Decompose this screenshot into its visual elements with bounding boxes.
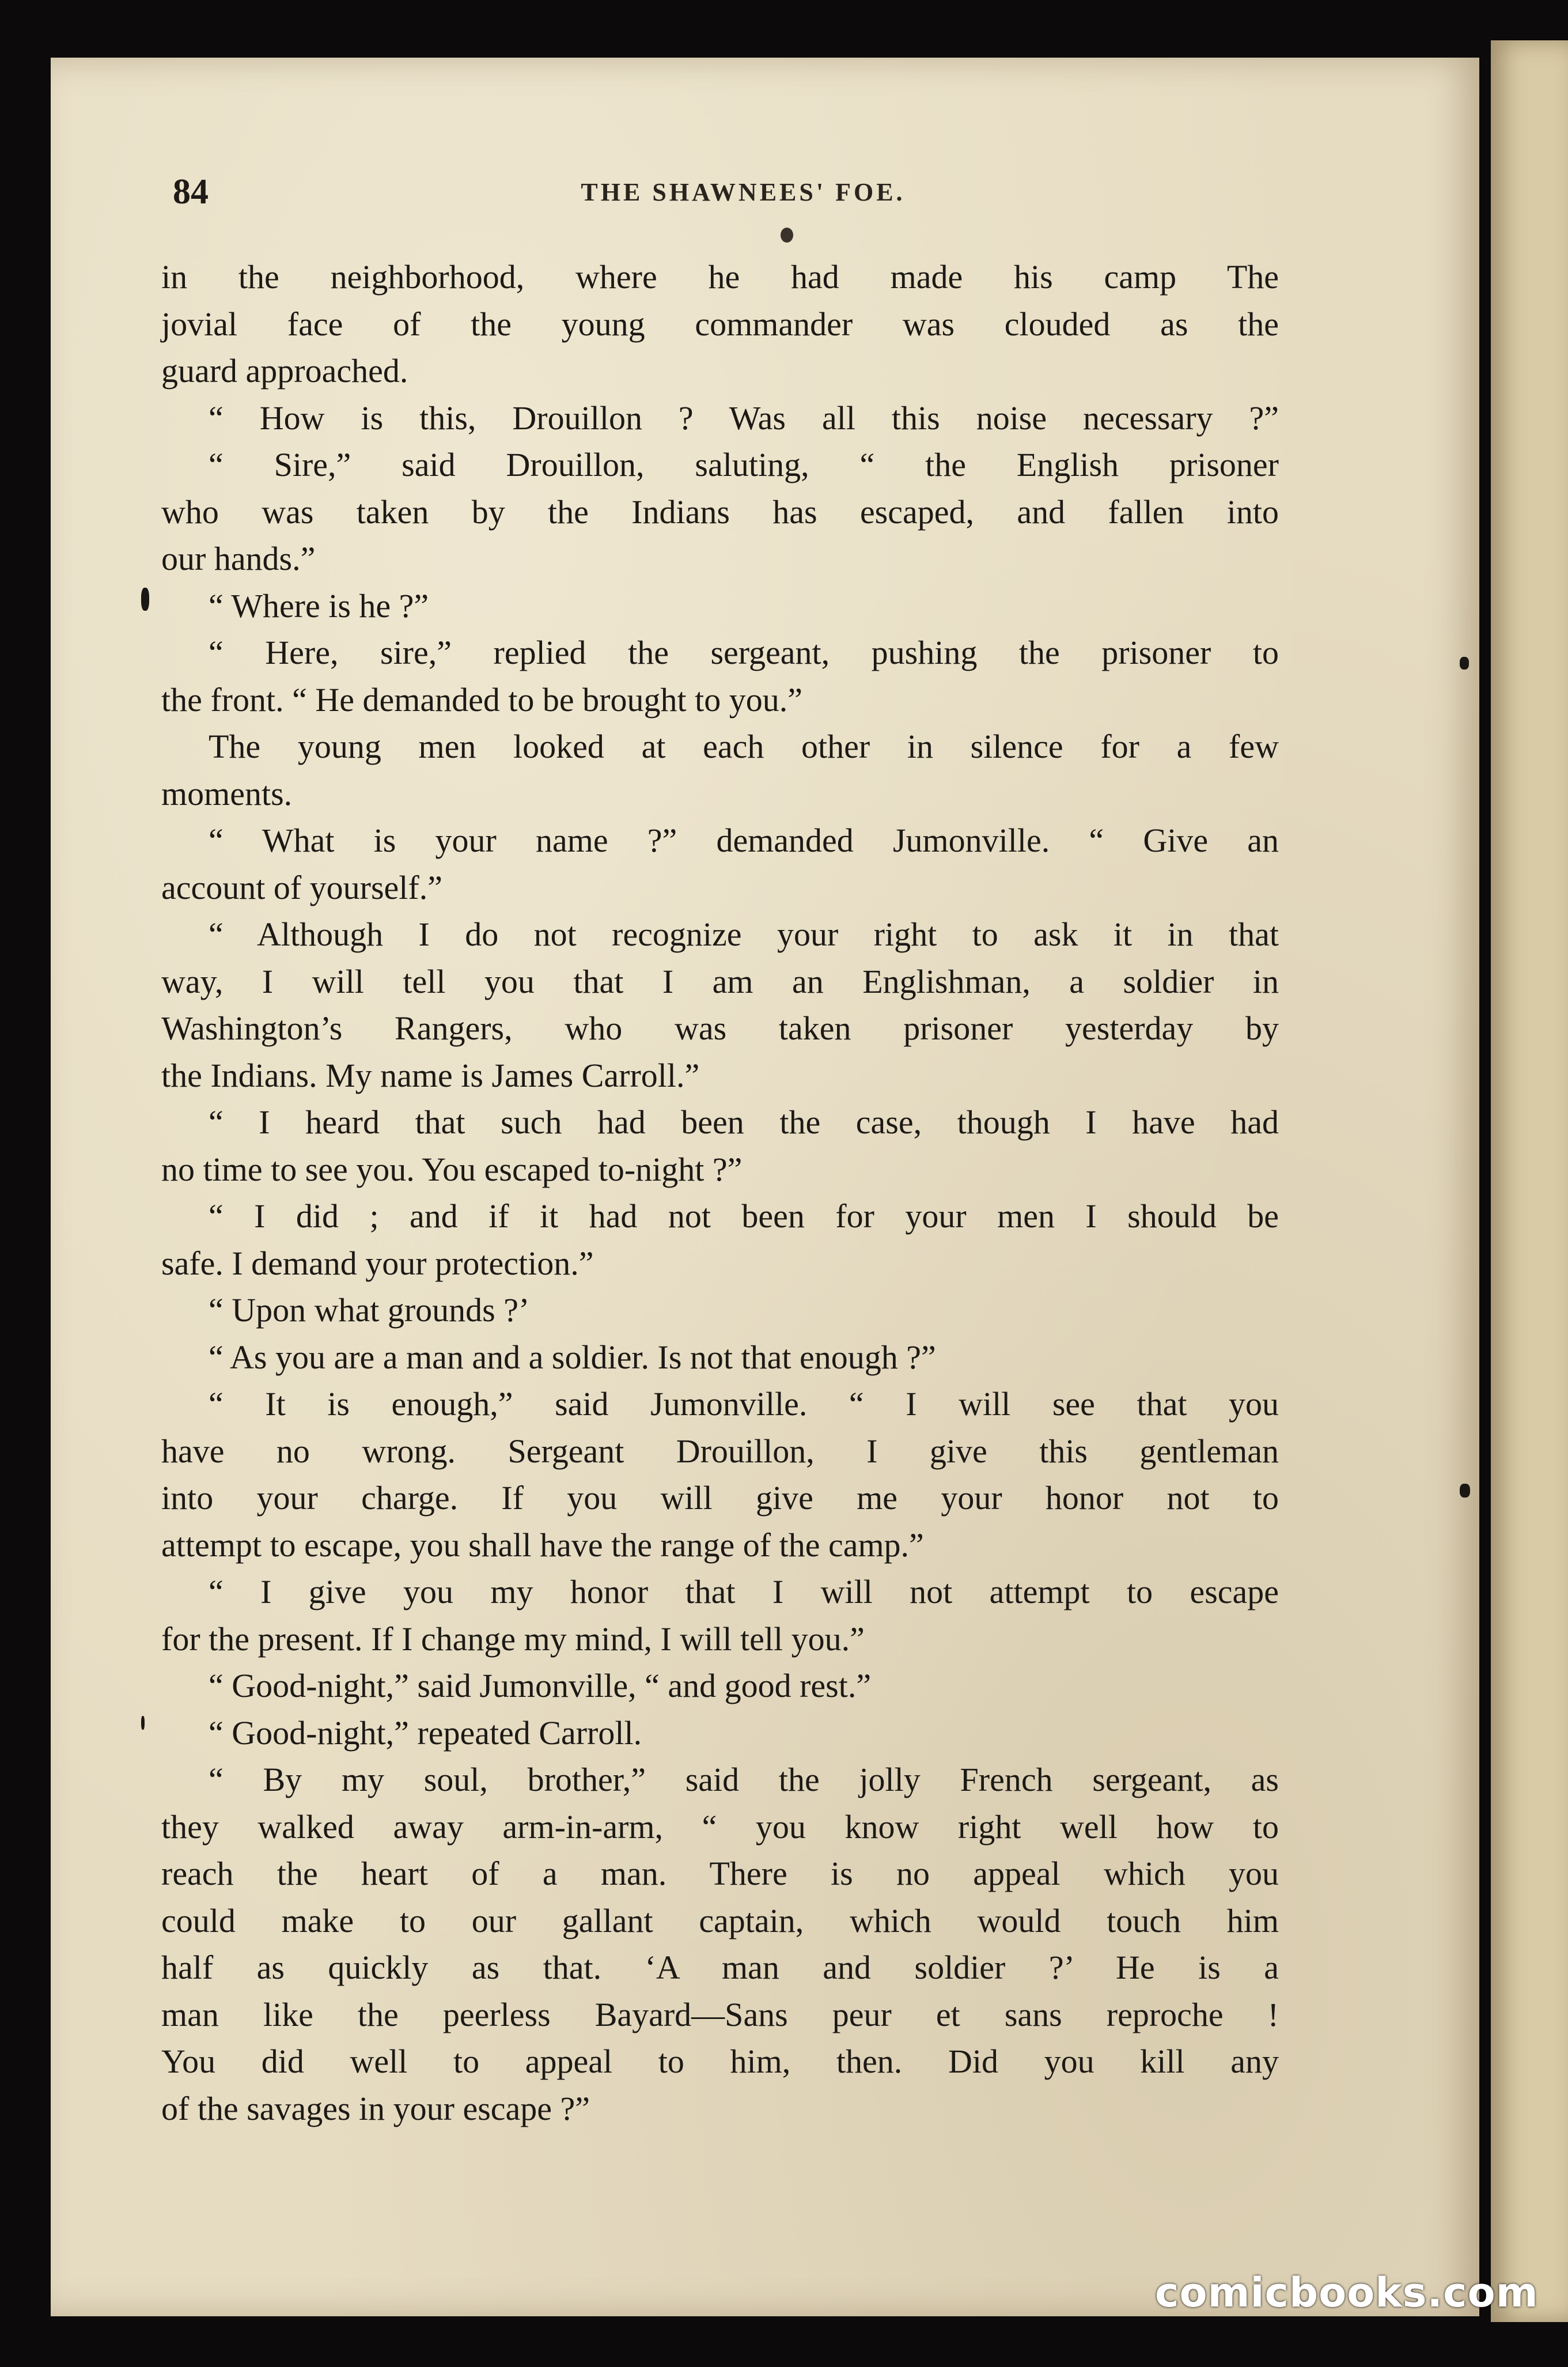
ink-speck [1460,657,1469,670]
text-line: account of yourself.” [161,868,442,906]
text-line: “ Here, sire,” replied the sergeant, pushing the prisoner to [209,634,1279,671]
text-line: the Indians. My name is James Carroll.” [161,1056,700,1094]
text-line: half as quickly as that. ‘A man and soldier ?’ He is a [161,1949,1279,1986]
text-line: jovial face of the young commander was clouded as the [161,305,1279,343]
text-line: have no wrong. Sergeant Drouillon, I give this gentleman [161,1432,1279,1470]
text-line: “ By my soul, brother,” said the jolly French sergeant, as [209,1761,1279,1798]
text-line: Washington’s Rangers, who was taken prisoner yesterday by [161,1009,1279,1047]
text-line: moments. [161,774,293,812]
text-line: “ Where is he ?” [209,587,429,625]
text-line: guard approached. [161,352,408,390]
text-line: “ Upon what grounds ?’ [209,1291,530,1329]
text-line: they walked away arm-in-arm, “ you know right well how to [161,1808,1279,1846]
text-line: safe. I demand your protection.” [161,1244,594,1282]
text-line: You did well to appeal to him, then. Did you kill any [161,2043,1279,2080]
text-line: could make to our gallant captain, which would touch him [161,1901,1279,1939]
text-line: “ I did ; and if it had not been for your men I should be [209,1197,1279,1235]
text-line: “ Good-night,” repeated Carroll. [209,1714,642,1752]
text-line: no time to see you. You escaped to-night ?” [161,1150,743,1188]
page-number: 84 [173,172,209,211]
watermark: comicbooks.com [1155,2269,1539,2316]
text-line: attempt to escape, you shall have the range of the camp.” [161,1526,924,1564]
text-line: “ Sire,” said Drouillon, saluting, “ the English prisoner [209,446,1279,483]
text-line: “ How is this, Drouillon ? Was all this noise necessary ?” [209,399,1279,437]
text-line: “ It is enough,” said Jumonville. “ I will see that you [209,1385,1279,1423]
text-line: “ I give you my honor that I will not attempt to escape [209,1573,1279,1610]
ink-speck [1460,1484,1470,1498]
text-line: “ I heard that such had been the case, though I have had [209,1103,1279,1141]
text-line: man like the peerless Bayard—Sans peur et sans reproche ! [161,1995,1279,2033]
text-line: the front. “ He demanded to be brought to you.” [161,680,802,719]
body-text [161,254,1279,2132]
text-line: in the neighborhood, where he had made his camp The [161,258,1279,296]
ink-speck [141,1716,145,1730]
text-line: reach the heart of a man. There is no appeal which you [161,1855,1279,1892]
ornament-dot [781,228,793,243]
text-line: “ As you are a man and a soldier. Is not that enough ?” [209,1338,936,1376]
text-line: The young men looked at each other in silence for a few [209,728,1279,765]
text-line: who was taken by the Indians has escaped, and fallen into [161,493,1279,531]
text-line: “ Although I do not recognize your right to ask it in that [209,916,1279,953]
text-line: “ Good-night,” said Jumonville, “ and good rest.” [209,1667,872,1704]
page-header [115,172,1371,224]
text-line: “ What is your name ?” demanded Jumonville. “ Give an [209,822,1279,859]
text-line: into your charge. If you will give me your honor not to [161,1479,1279,1517]
running-head: THE SHAWNEES' FOE. [581,178,906,206]
text-line: for the present. If I change my mind, I will tell you.” [161,1620,865,1658]
ink-speck [141,588,149,611]
text-line: way, I will tell you that I am an Englishman, a soldier in [161,962,1279,1000]
facing-page-edge [1491,40,1568,2322]
text-line: of the savages in your escape ?” [161,2089,590,2127]
text-line: our hands.” [161,540,316,577]
